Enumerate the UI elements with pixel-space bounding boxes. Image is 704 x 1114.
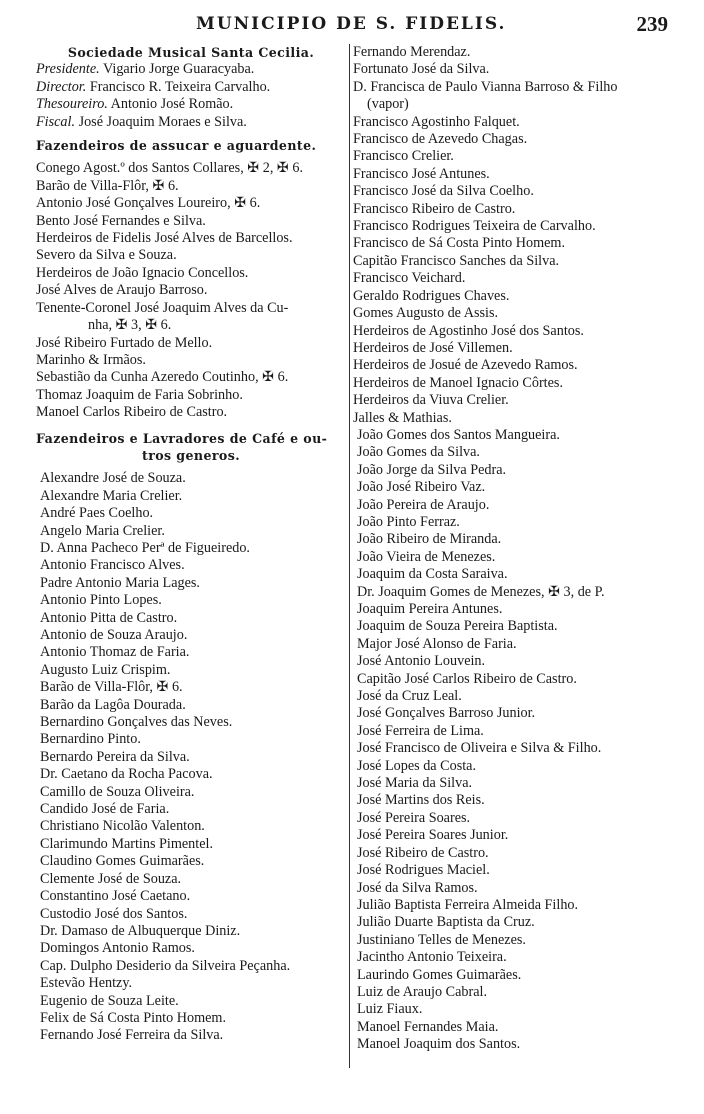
list-item: Estevão Hentzy. (40, 975, 133, 992)
list-item: Felix de Sá Costa Pinto Homem. (40, 1009, 227, 1026)
list-item: Francisco de Sá Costa Pinto Homem. (353, 235, 566, 252)
list-item: João Pereira de Araujo. (357, 496, 490, 513)
list-item: Eugenio de Souza Leite. (40, 992, 179, 1009)
list-item: Alexandre José de Souza. (40, 470, 186, 487)
list-item: João Gomes da Silva. (357, 444, 480, 461)
member-line: Presidente. Vigario Jorge Guaracyaba. (36, 61, 255, 78)
list-item: Capitão José Carlos Ribeiro de Castro. (357, 670, 577, 687)
list-item: Bernardino Pinto. (40, 731, 141, 748)
section-heading-cafe-cont: tros generos. (141, 447, 241, 463)
list-item: Major José Alonso de Faria. (357, 635, 517, 652)
member-line: Director. Francisco R. Teixeira Carvalho. (36, 78, 271, 95)
list-item: Francisco José da Silva Coelho. (353, 183, 534, 200)
list-item: Clarimundo Martins Pimentel. (40, 835, 213, 852)
list-item: Constantino José Caetano. (40, 888, 191, 905)
list-item: Herdeiros de Agostinho José dos Santos. (353, 322, 584, 339)
list-item: Antonio Francisco Alves. (40, 557, 185, 574)
page-header (0, 14, 704, 40)
list-item: José Alves de Araujo Barroso. (36, 282, 208, 299)
list-item: Antonio José Gonçalves Loureiro, ✠ 6. (36, 195, 261, 212)
section-heading-cafe: Fazendeiros e Lavradores de Café e ou- (36, 430, 328, 446)
list-item: Dr. Joaquim Gomes de Menezes, ✠ 3, de P. (357, 583, 605, 600)
list-item: José Pereira Soares. (357, 809, 471, 826)
list-item: Christiano Nicolão Valenton. (40, 818, 205, 835)
list-item: Herdeiros de João Ignacio Concellos. (36, 264, 249, 281)
list-item: José da Silva Ramos. (357, 879, 478, 896)
list-item: Domingos Antonio Ramos. (40, 940, 195, 957)
left-column (36, 44, 346, 1045)
list-item: Clemente José de Souza. (40, 870, 182, 887)
list-item: Manoel Joaquim dos Santos. (357, 1036, 521, 1053)
list-item: José Rodrigues Maciel. (357, 862, 490, 879)
member-line: Fiscal. José Joaquim Moraes e Silva. (36, 113, 247, 130)
list-item: Herdeiros da Viuva Crelier. (353, 392, 509, 409)
list-item: Augusto Luiz Crispim. (40, 661, 171, 678)
list-item: Francisco José Antunes. (353, 165, 490, 182)
list-item: Bernardino Gonçalves das Neves. (40, 714, 233, 731)
list-item: Dr. Caetano da Rocha Pacova. (40, 766, 213, 783)
list-item: Antonio Pinto Lopes. (40, 592, 162, 609)
list-item: Dr. Damaso de Albuquerque Diniz. (40, 922, 241, 939)
list-item: Barão de Villa-Flôr, ✠ 6. (40, 679, 183, 696)
list-item: Francisco Rodrigues Teixeira de Carvalho. (353, 218, 596, 235)
list-item: Francisco Ribeiro de Castro. (353, 200, 516, 217)
list-item: Bernardo Pereira da Silva. (40, 748, 190, 765)
list-item: Angelo Maria Crelier. (40, 522, 165, 539)
list-item: José Martins dos Reis. (357, 792, 485, 809)
list-item: Severo da Silva e Souza. (36, 247, 177, 264)
list-item-continuation: nha, ✠ 3, ✠ 6. (88, 317, 172, 334)
list-item: Jalles & Mathias. (353, 409, 452, 426)
list-item: Manoel Fernandes Maia. (357, 1018, 499, 1035)
list-item-continuation: (vapor) (367, 96, 409, 113)
section-heading-assucar: Fazendeiros de assucar e aguardente. (36, 138, 317, 154)
list-item: Herdeiros de Manoel Ignacio Côrtes. (353, 374, 563, 391)
page-number: 239 (636, 12, 668, 36)
list-item: Fernando Merendaz. (353, 44, 471, 60)
list-item: Padre Antonio Maria Lages. (40, 574, 200, 591)
list-item: Alexandre Maria Crelier. (40, 487, 183, 504)
list-item: D. Francisca de Paulo Vianna Barroso & Filho (353, 78, 618, 95)
list-item: João José Ribeiro Vaz. (357, 479, 486, 496)
list-item: João Vieira de Menezes. (357, 548, 496, 565)
list-item: José Lopes da Costa. (357, 757, 477, 774)
list-item: José Francisco de Oliveira e Silva & Filho. (357, 740, 602, 757)
list-item: José Pereira Soares Junior. (357, 827, 509, 844)
list-item: José Maria da Silva. (357, 775, 473, 792)
list-item: Barão de Villa-Flôr, ✠ 6. (36, 177, 179, 194)
list-item: Francisco Veichard. (353, 270, 466, 287)
list-item: João Ribeiro de Miranda. (357, 531, 502, 548)
list-item: Francisco de Azevedo Chagas. (353, 131, 528, 148)
list-item: Cap. Dulpho Desiderio da Silveira Peçanha. (40, 957, 291, 974)
list-item: Fernando José Ferreira da Silva. (40, 1027, 224, 1044)
list-item: André Paes Coelho. (40, 505, 154, 522)
list-item: Antonio Thomaz de Faria. (40, 644, 190, 661)
list-item: Antonio de Souza Araujo. (40, 627, 188, 643)
list-item: Fortunato José da Silva. (353, 61, 490, 78)
list-item: Herdeiros de Josué de Azevedo Ramos. (353, 357, 578, 374)
list-item: Julião Baptista Ferreira Almeida Filho. (357, 896, 579, 913)
list-item: Joaquim da Costa Saraiva. (357, 566, 508, 583)
list-item: Francisco Crelier. (353, 148, 454, 165)
list-item: José Ferreira de Lima. (357, 722, 484, 739)
list-item: José Antonio Louvein. (357, 653, 486, 670)
list-item: João Gomes dos Santos Mangueira. (357, 426, 560, 443)
list-item: Luiz de Araujo Cabral. (357, 983, 488, 1000)
list-item: Francisco Agostinho Falquet. (353, 113, 520, 130)
list-item: D. Anna Pacheco Perª de Figueiredo. (40, 539, 250, 556)
list-item: João Jorge da Silva Pedra. (357, 461, 507, 478)
page-title: MUNICIPIO DE S. FIDELIS. (196, 14, 507, 34)
section-heading-sociedade: Sociedade Musical Santa Cecilia. (67, 45, 315, 60)
list-item: José Ribeiro Furtado de Mello. (36, 334, 213, 351)
list-item: José Ribeiro de Castro. (357, 844, 489, 861)
list-item: Camillo de Souza Oliveira. (40, 783, 195, 800)
right-column (353, 44, 673, 1054)
list-item: Custodio José dos Santos. (40, 905, 188, 922)
list-item: Bento José Fernandes e Silva. (36, 212, 206, 229)
list-item: Antonio Pitta de Castro. (40, 609, 178, 626)
list-item: Manoel Carlos Ribeiro de Castro. (36, 404, 228, 421)
list-item: Joaquim de Souza Pereira Baptista. (357, 618, 558, 635)
list-item: Laurindo Gomes Guimarães. (357, 966, 522, 983)
list-item: Justiniano Telles de Menezes. (357, 931, 526, 948)
list-item: Conego Agost.º dos Santos Collares, ✠ 2, ✠ 6. (36, 160, 303, 177)
list-item: Geraldo Rodrigues Chaves. (353, 287, 510, 304)
list-item: Barão da Lagôa Dourada. (40, 696, 186, 713)
list-item: João Pinto Ferraz. (357, 513, 460, 530)
list-item: Capitão Francisco Sanches da Silva. (353, 252, 560, 269)
list-item: Marinho & Irmãos. (36, 351, 146, 368)
list-item: Tenente-Coronel José Joaquim Alves da Cu- (36, 299, 289, 316)
list-item: Jacintho Antonio Teixeira. (357, 949, 507, 966)
list-item: Herdeiros de José Villemen. (353, 339, 513, 356)
list-item: Gomes Augusto de Assis. (353, 305, 499, 322)
list-item: José da Cruz Leal. (357, 688, 462, 705)
list-item: Luiz Fiaux. (357, 1001, 423, 1018)
list-item: Claudino Gomes Guimarães. (40, 853, 205, 870)
column-divider (349, 44, 350, 1068)
list-item: Thomaz Joaquim de Faria Sobrinho. (36, 386, 243, 403)
list-item: Joaquim Pereira Antunes. (357, 601, 503, 617)
list-item: José Gonçalves Barroso Junior. (357, 705, 536, 722)
list-item: Candido José de Faria. (40, 801, 170, 818)
list-item: Herdeiros de Fidelis José Alves de Barcellos. (36, 230, 293, 247)
list-item: Sebastião da Cunha Azeredo Coutinho, ✠ 6. (36, 369, 289, 386)
member-line: Thesoureiro. Antonio José Romão. (36, 96, 234, 113)
list-item: Julião Duarte Baptista da Cruz. (357, 914, 535, 931)
